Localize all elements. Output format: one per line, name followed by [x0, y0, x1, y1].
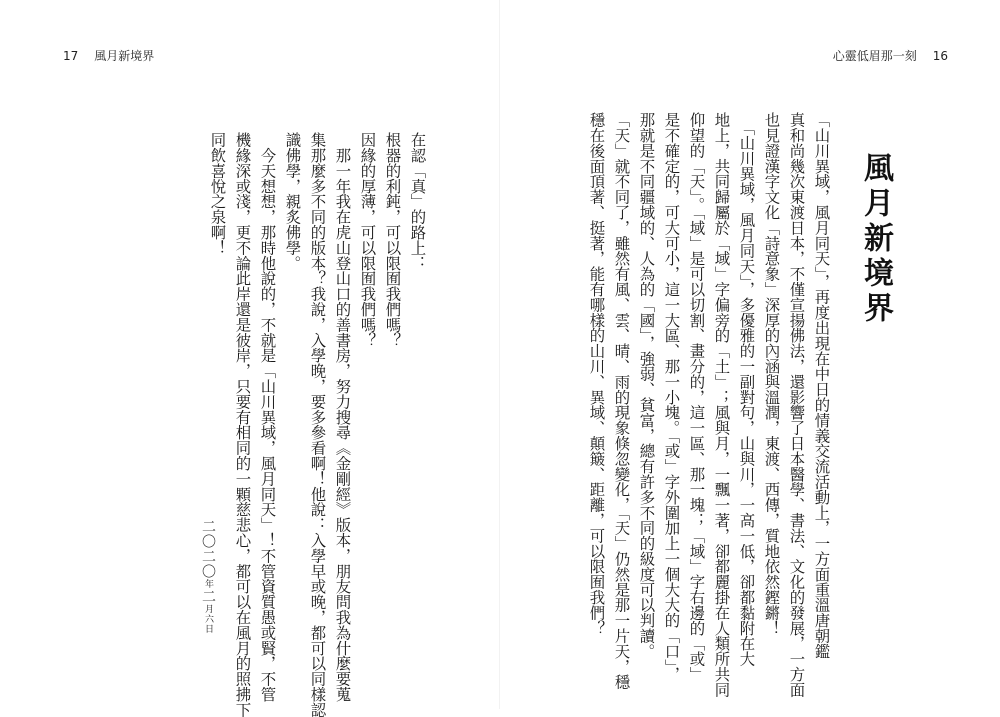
date-month-unit: 月 [203, 604, 213, 614]
body-line: 因緣的厚薄，可以限囿我們嗎？ [358, 132, 377, 348]
body-line: 識佛學，親炙佛學。 [283, 132, 302, 271]
essay-title: 風月新境界 [858, 152, 893, 327]
body-line: 「天」就不同了，雖然有風、雲、晴、雨的現象倏忽變化，「天」仍然是那一片天，穩 [612, 112, 631, 690]
date-month: 二 [200, 589, 216, 604]
left-page-header [63, 47, 154, 64]
date-year: 二〇二〇 [200, 519, 216, 579]
body-line: 地上，共同歸屬於「域」字偏旁的「土」；風與月，一飄一著，卻都麗掛在人類所共同 [712, 112, 731, 698]
body-line: 同飲喜悅之泉啊！ [208, 132, 227, 256]
date-year-unit: 年 [203, 579, 213, 589]
spread-fold [499, 0, 500, 709]
right-page-number: 16 [932, 49, 948, 63]
date-day: 六 [203, 614, 213, 624]
body-line: 機緣深或淺，更不論此岸還是彼岸，只要有相同的一顆慈悲心，都可以在風月的照拂下 [233, 132, 252, 717]
body-line: 真和尚幾次東渡日本，不僅宣揚佛法，還影響了日本醫學、書法、文化的發展，一方面 [787, 112, 806, 698]
body-line: 那一年我在虎山登山口的善書房，努力搜尋《金剛經》版本，朋友問我為什麼要蒐 [333, 132, 352, 702]
left-page-number: 17 [63, 49, 79, 63]
body-line: 今天想想，那時他說的，不就是「山川異域，風月同天」！不管資質愚或賢，不管 [258, 132, 277, 702]
right-running-title: 心靈低眉那一刻 [832, 49, 917, 63]
date-day-unit: 日 [203, 624, 213, 634]
body-line: 那就是不同疆域的、人為的「國」，強弱、貧富，總有許多不同的級度可以判讀。 [637, 112, 656, 659]
body-line: 在認「真」的路上： [408, 132, 427, 271]
body-line: 根器的利鈍，可以限囿我們嗎？ [383, 132, 402, 348]
body-line: 「山川異域，風月同天」，多優雅的一副對句，山與川，一高一低，卻都黏附在大 [737, 112, 756, 667]
right-page-header [833, 47, 948, 64]
body-line: 也見證漢字文化「詩意象」深厚的內涵與溫潤，東渡、西傳，質地依然鏗鏘！ [762, 112, 781, 636]
body-line: 穩在後面頂著、挺著，能有哪樣的山川、異域、顛簸、距離，可以限囿我們？ [587, 112, 606, 636]
body-line: 是不確定的，可大可小，這一大區、那一小塊。「或」字外圍加上一個大大的「口」， [662, 112, 681, 682]
left-running-title: 風月新境界 [94, 49, 155, 63]
body-line: 「山川異域，風月同天」，再度出現在中日的情義交流活動上，一方面重溫唐朝鑑 [812, 112, 831, 659]
body-line: 集那麼多不同的版本？我說，入學晚，要多參看啊！他說：入學早或晚，都可以同樣認 [308, 132, 327, 717]
essay-date [201, 519, 215, 634]
body-line: 仰望的「天」。「域」是可以切割、畫分的，這一區、那一塊；「域」字右邊的「或」 [687, 112, 706, 682]
